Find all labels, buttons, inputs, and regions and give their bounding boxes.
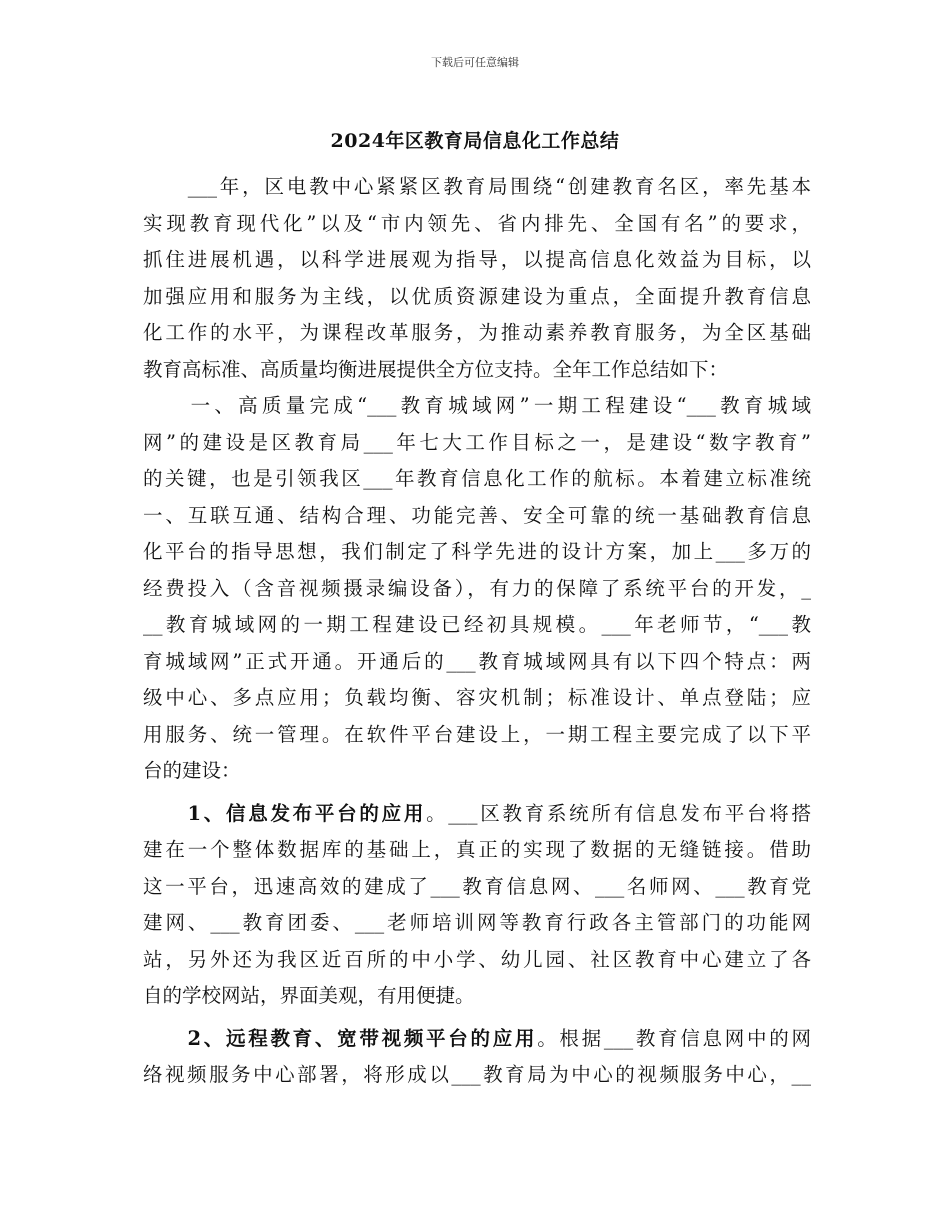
- text-line: 教育高标准、高质量均衡进展提供全方位支持。全年工作总结如下：: [143, 357, 729, 381]
- text-line: 自的学校网站，界面美观，有用便捷。: [143, 984, 475, 1007]
- paragraph-intro: [143, 169, 811, 388]
- text-line: 级中心、多点应用；负载均衡、容灾机制；标准设计、单点登陆；应: [143, 686, 811, 709]
- paragraph-info-platform: [143, 796, 811, 1015]
- document-body: [143, 169, 811, 1094]
- text-line: __教育城域网的一期工程建设已经初具规模。___年老师节，“___教: [143, 613, 811, 636]
- text-line: 化平台的指导思想，我们制定了科学先进的设计方案，加上___多万的: [143, 540, 811, 563]
- text-line: 站，另外还为我区近百所的中小学、幼儿园、社区教育中心建立了各: [143, 947, 811, 971]
- text-line: 育城域网”正式开通。开通后的___教育城域网具有以下四个特点：两: [143, 649, 811, 673]
- text-line: 网”的建设是区教育局___年七大工作目标之一，是建设“数字教育”: [143, 430, 811, 454]
- text-run: 。___区教育系统所有信息发布平台将搭: [426, 801, 811, 825]
- text-line: 实现教育现代化”以及“市内领先、省内排先、全国有名”的要求，: [143, 211, 811, 235]
- text-line: 建在一个整体数据库的基础上，真正的实现了数据的无缝链接。借助: [143, 838, 811, 861]
- text-line: 化工作的水平，为课程改革服务，为推动素养教育服务，为全区基础: [143, 321, 811, 344]
- text-line: 络视频服务中心部署，将形成以___教育局为中心的视频服务中心，__: [143, 1063, 811, 1086]
- text-line: [143, 1021, 811, 1058]
- text-line: 的关键，也是引领我区___年教育信息化工作的航标。本着建立标准统: [143, 467, 811, 490]
- text-line: 用服务、统一管理。在软件平台建设上，一期工程主要完成了以下平: [143, 722, 811, 746]
- paragraph-section-1: [143, 388, 811, 790]
- text-line: 台的建设：: [143, 759, 241, 782]
- text-line: 一、高质量完成“___教育城域网”一期工程建设“___教育城域: [143, 394, 811, 417]
- text-line: 加强应用和服务为主线，以优质资源建设为重点，全面提升教育信息: [143, 284, 811, 308]
- text-line: 抓住进展机遇，以科学进展观为指导，以提高信息化效益为目标，以: [143, 248, 811, 271]
- subsection-heading: 1、信息发布平台的应用: [187, 801, 427, 825]
- page-header: 下载后可任意编辑: [431, 56, 519, 69]
- text-line: 经费投入（含音视频摄录编设备），有力的保障了系统平台的开发，_: [143, 576, 811, 600]
- paragraph-video-platform: [143, 1021, 811, 1094]
- text-run: 。根据___教育信息网中的网: [537, 1026, 811, 1050]
- text-line: 这一平台，迅速高效的建成了___教育信息网、___名师网、___教育党: [143, 874, 811, 898]
- text-line: [143, 796, 811, 833]
- text-line: 一、互联互通、结构合理、功能完善、安全可靠的统一基础教育信息: [143, 503, 811, 527]
- document-title: 2024年区教育局信息化工作总结: [330, 130, 620, 152]
- subsection-heading: 2、远程教育、宽带视频平台的应用: [187, 1026, 538, 1050]
- text-line: ___年，区电教中心紧紧区教育局围绕“创建教育名区，率先基本: [143, 175, 811, 198]
- text-line: 建网、___教育团委、___老师培训网等教育行政各主管部门的功能网: [143, 911, 811, 934]
